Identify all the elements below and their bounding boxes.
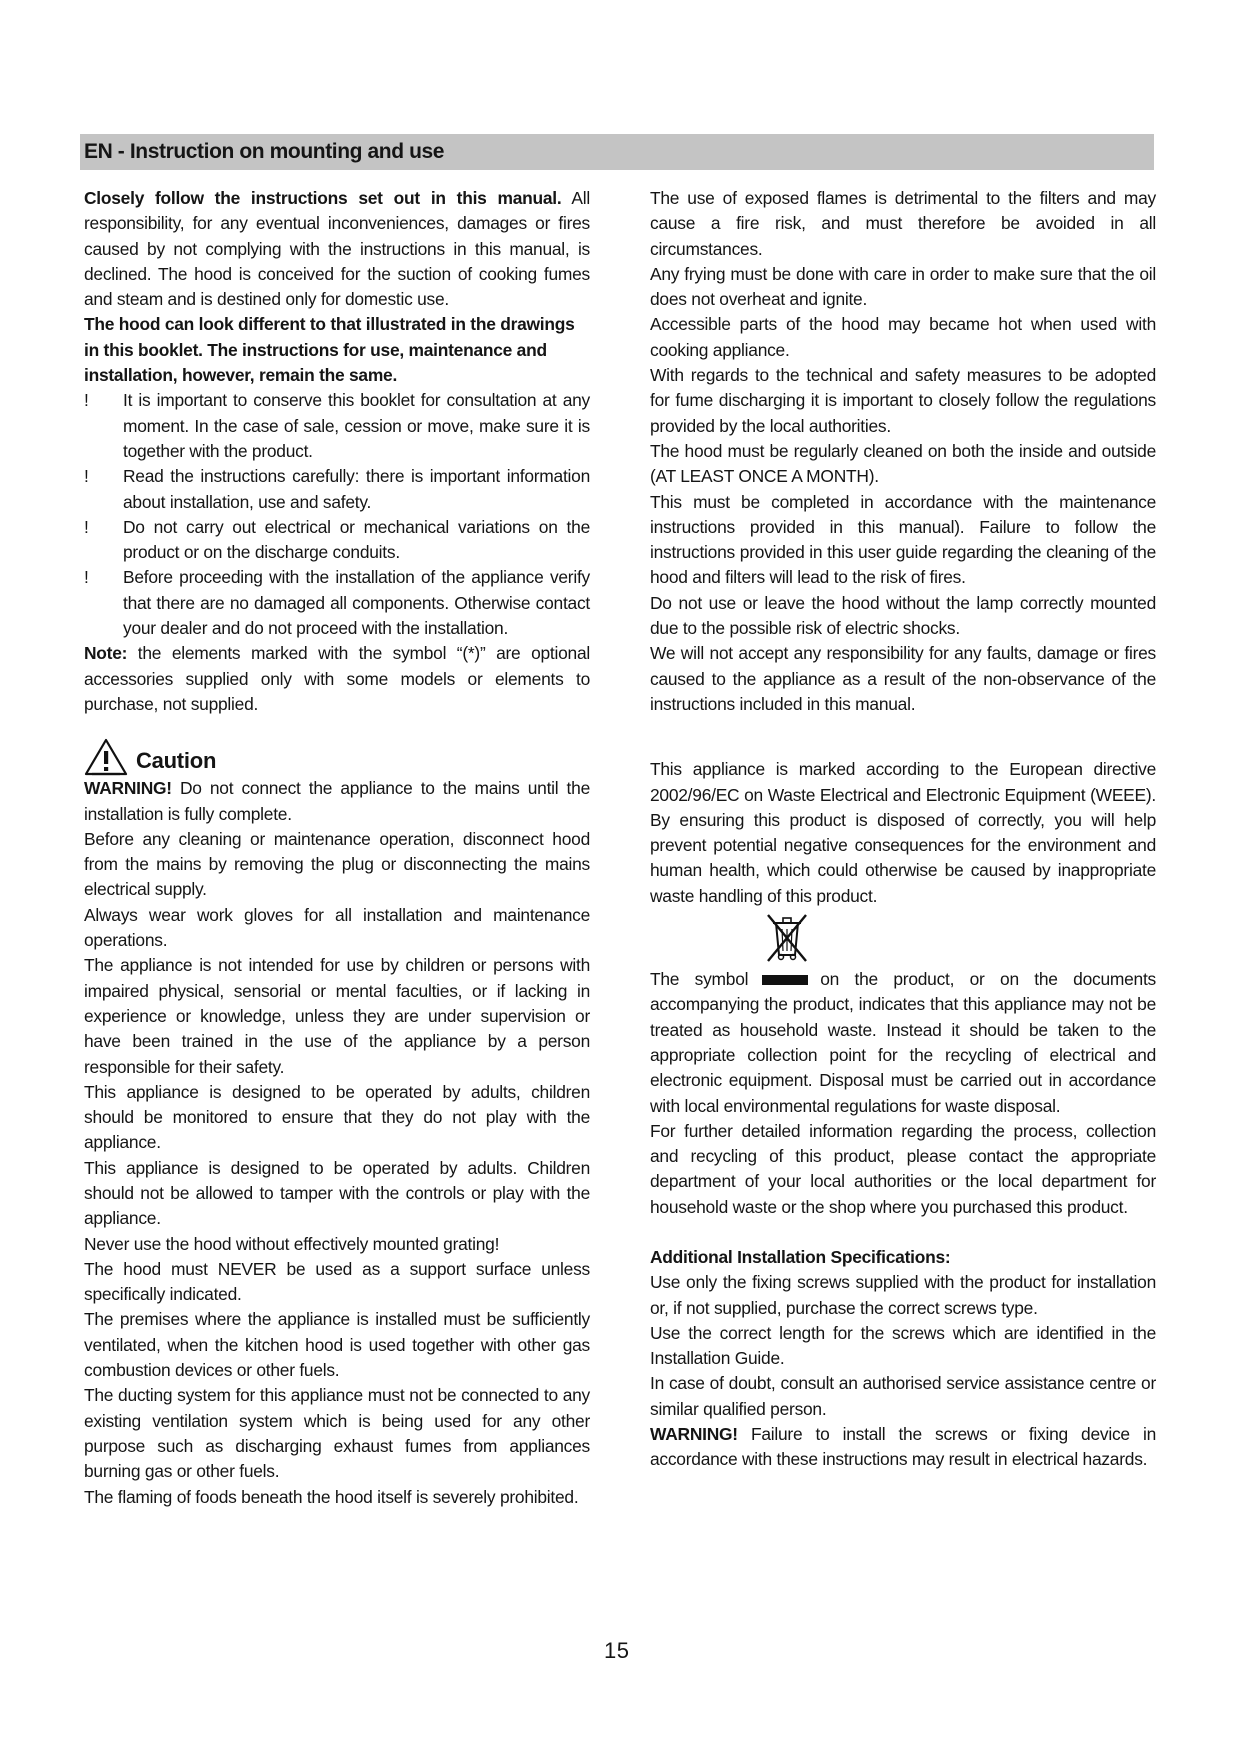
usage-paragraph: Any frying must be done with care in order to make sure that the oil does not overheat and ignite. — [650, 263, 1156, 310]
section-title: EN - Instruction on mounting and use — [84, 140, 445, 163]
usage-paragraph: We will not accept any responsibility for any faults, damage or fires caused to the appliance as a result of the non-observance of the instructions included in this manual. — [650, 643, 1156, 714]
symbol-text-before: The symbol — [650, 969, 749, 990]
right-column — [650, 186, 1156, 1473]
spacer — [650, 1220, 1156, 1245]
additional-title: Additional Installation Specifications: — [650, 1246, 951, 1267]
safety-paragraph: The flaming of foods beneath the hood itself is severely prohibited. — [84, 1486, 579, 1507]
bullet-text — [84, 565, 590, 641]
safety-paragraph: The premises where the appliance is installed must be sufficiently ventilated, when the kitchen hood is used together with other gas combustion devices or other fuels. — [84, 1309, 590, 1381]
safety-paragraph: This appliance is designed to be operated by adults, children should be monitored to ensure that they do not play with the appliance. — [84, 1081, 590, 1153]
bullet-mark: ! — [84, 466, 89, 487]
bullet-text-content: Do not carry out electrical or mechanical variations on the product or on the discharge conduits. — [123, 516, 590, 563]
intro-bold: Closely follow the instructions set out in this manual. — [84, 188, 562, 208]
bullet-text-content: It is important to conserve this booklet for consultation at any moment. In the case of sale, cession or move, make sure it is together with the product. — [123, 390, 590, 461]
final-warning-text: Failure to install the screws or fixing device in accordance with these instructions may result in electrical hazards. — [650, 1424, 1156, 1470]
safety-paragraph: Always wear work gloves for all installation and maintenance operations. — [84, 904, 590, 951]
installation-paragraph: In case of doubt, consult an authorised service assistance centre or similar qualified person. — [650, 1373, 1156, 1419]
safety-paragraph: Never use the hood without effectively mounted grating! — [84, 1233, 500, 1254]
safety-paragraph: The ducting system for this appliance must not be connected to any existing ventilation system which is being used for any other purpose such as discharging exhaust fumes from appliances burning gas or other fuels. — [84, 1385, 590, 1482]
note-text: the elements marked with the symbol “(*)” are optional accessories supplied only with some models or elements to purchase, not supplied. — [84, 643, 590, 714]
warning-text: Do not connect the appliance to the mains until the installation is fully complete. — [84, 778, 590, 824]
caution-heading — [84, 734, 590, 776]
usage-paragraph: The use of exposed flames is detrimental to the filters and may cause a fire risk, and must therefore be avoided in all circumstances. — [650, 188, 1156, 259]
warning-paragraph — [84, 776, 590, 827]
bullet-item — [84, 388, 590, 464]
note-paragraph — [84, 641, 590, 717]
bullet-item — [84, 515, 590, 566]
bullet-mark: ! — [84, 390, 89, 411]
usage-paragraph: Accessible parts of the hood may became hot when used with cooking appliance. — [650, 314, 1156, 360]
safety-paragraph: Before any cleaning or maintenance operation, disconnect hood from the mains by removing the plug or disconnecting the mains electrical supply. — [84, 828, 590, 900]
bullet-item — [84, 565, 590, 641]
safety-paragraph: The hood must NEVER be used as a support surface unless specifically indicated. — [84, 1258, 590, 1305]
intro-paragraph — [84, 186, 590, 312]
symbol-text-after: on the product, or on the documents accompanying the product, indicates that this appliance may not be treated as household waste. Instead it should be taken to the appropriate collection point for the recycling of electrical and electronic equipment. Disposal must be carried out in accordance with local environmental regulations for waste disposal. — [650, 969, 1156, 1116]
bullet-text — [84, 515, 590, 566]
usage-paragraph: With regards to the technical and safety measures to be adopted for fume discharging it is important to closely follow the regulations provided by the local authorities. — [650, 365, 1156, 436]
crossed-bin-icon — [762, 911, 812, 963]
installation-paragraph: Use only the fixing screws supplied with the product for installation or, if not supplied, purchase the correct screws type. — [650, 1272, 1156, 1318]
further-info-paragraph: For further detailed information regarding the process, collection and recycling of this product, please contact the appropriate department of your local authorities or the local department for household waste or the shop where you purchased this product. — [650, 1120, 1156, 1217]
symbol-paragraph — [650, 967, 1156, 1119]
warning-label: WARNING! — [84, 778, 172, 799]
weee-bar-icon — [762, 975, 808, 985]
note-label: Note: — [84, 643, 128, 664]
usage-paragraph: Do not use or leave the hood without the lamp correctly mounted due to the possible risk of electric shocks. — [650, 592, 1156, 639]
usage-paragraph: The hood must be regularly cleaned on both the inside and outside (AT LEAST ONCE A MONTH). — [650, 440, 1156, 487]
safety-paragraph: This appliance is designed to be operated by adults. Children should not be allowed to tamper with the controls or play with the appliance. — [84, 1157, 590, 1229]
weee-icon-container — [650, 909, 1156, 967]
left-column — [84, 186, 590, 1510]
bullet-item — [84, 464, 590, 515]
bullet-text-content: Before proceeding with the installation of the appliance verify that there are no damaged all components. Otherwise contact your dealer and do not proceed with the installation. — [123, 567, 590, 639]
safety-paragraph: The appliance is not intended for use by children or persons with impaired physical, sensorial or mental faculties, or if lacking in experience or knowledge, unless they are under supervision or have been trained in the use of the appliance by a person responsible for their safety. — [84, 955, 590, 1077]
spacer — [650, 717, 1156, 757]
installation-paragraph: Use the correct length for the screws which are identified in the Installation Guide. — [650, 1322, 1156, 1369]
warning-triangle-icon — [84, 738, 128, 776]
page-number: 15 — [604, 1638, 630, 1663]
bullet-mark: ! — [84, 567, 89, 588]
caution-title: Caution — [136, 748, 217, 774]
final-warning-label: WARNING! — [650, 1424, 738, 1445]
bullet-text — [84, 464, 590, 515]
intro-text: All responsibility, for any eventual inconveniences, damages or fires caused by not complying with the instructions in this manual, is declined. The hood is conceived for the suction of cooking fumes and steam and is destined only for domestic use. — [84, 188, 591, 310]
usage-paragraph: This must be completed in accordance with the maintenance instructions provided in this manual). Failure to follow the instructions provided in this user guide regarding the cleaning of the hood and filters will lead to the risk of fires. — [650, 491, 1156, 588]
weee-intro: This appliance is marked according to the European directive 2002/96/EC on Waste Electrical and Electronic Equipment (WEEE). By ensuring this product is disposed of correctly, you will help prevent potential negative consequences for the environment and human health, which could otherwise be caused by inappropriate waste handling of this product. — [650, 759, 1156, 906]
final-warning-paragraph — [650, 1422, 1156, 1473]
bullet-mark: ! — [84, 516, 89, 537]
bullet-text-content: Read the instructions carefully: there is important information about installation, use and safety. — [123, 466, 590, 512]
bullet-text — [84, 388, 590, 464]
appearance-notice: The hood can look different to that illustrated in the drawings in this booklet. The instructions for use, maintenance and installation, however, remain the same. — [84, 314, 575, 386]
section-header-bar — [80, 134, 1154, 170]
